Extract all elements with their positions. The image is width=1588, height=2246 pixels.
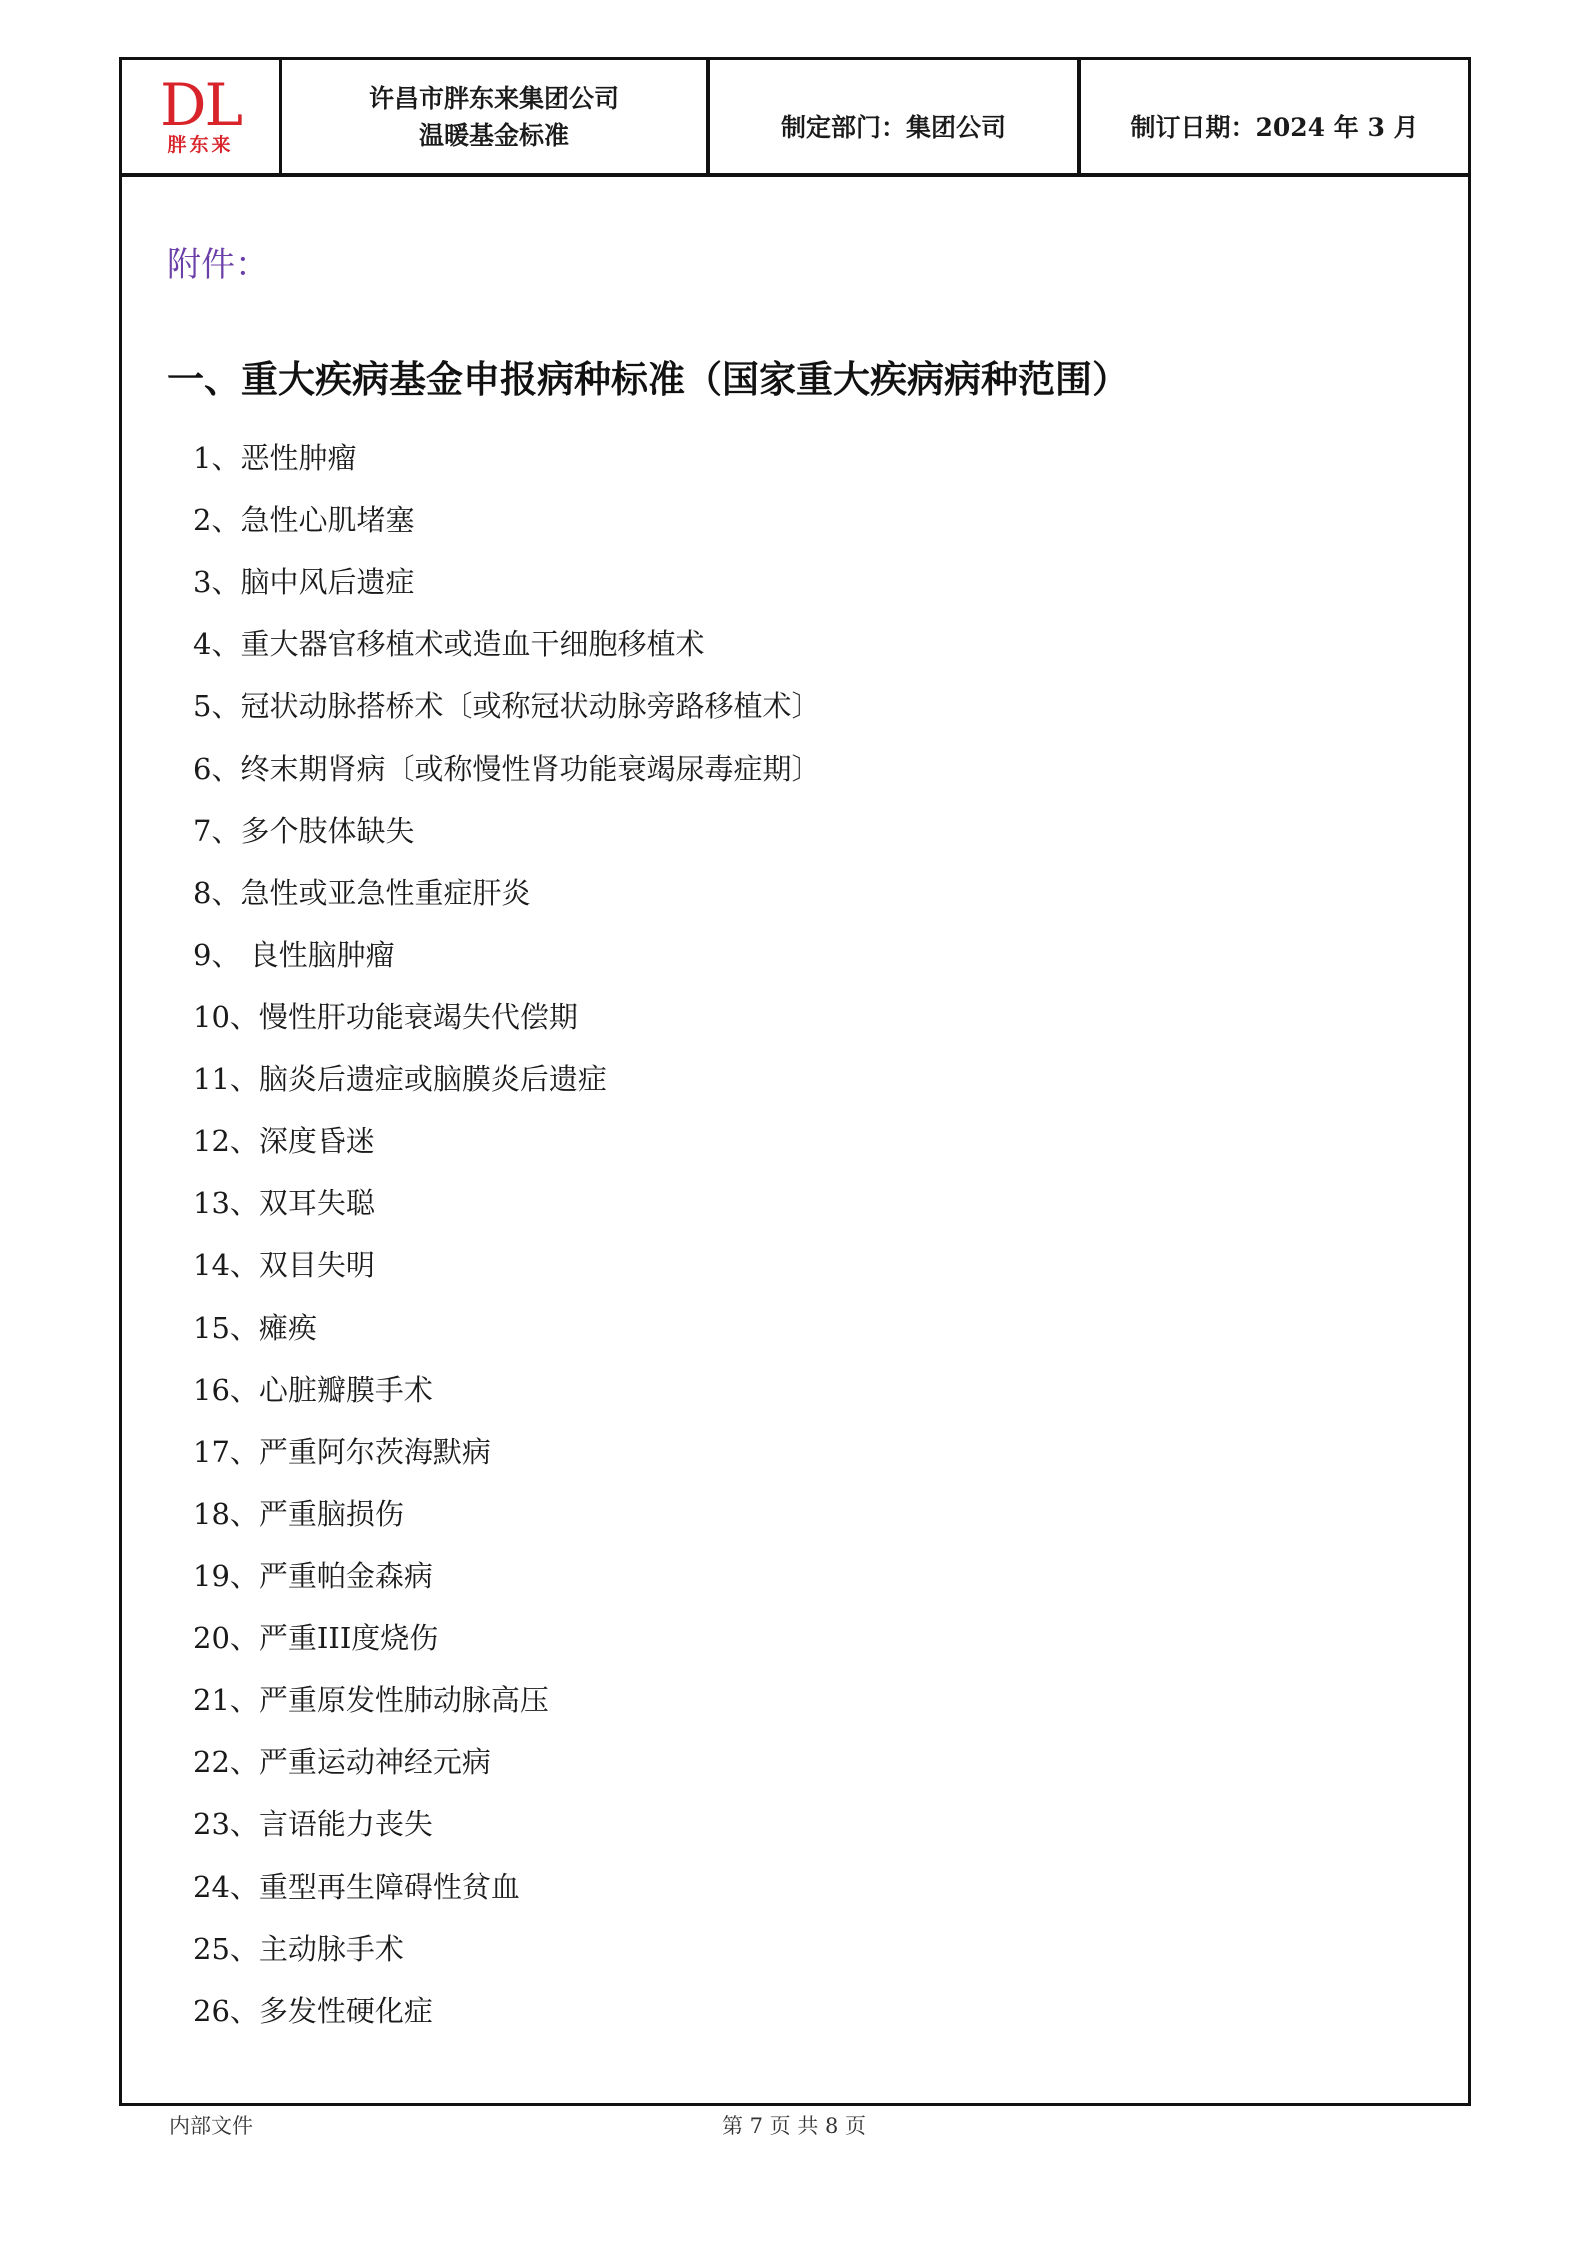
list-item: 1、恶性肿瘤 <box>193 441 357 475</box>
attachment-label: 附件： <box>167 245 269 285</box>
header-title-cell <box>282 60 706 173</box>
list-item: 14、双目失明 <box>193 1248 375 1283</box>
list-item: 6、终末期肾病〔或称慢性肾功能衰竭尿毒症期〕 <box>193 751 821 786</box>
list-item: 15、瘫痪 <box>193 1310 317 1345</box>
list-item: 12、深度昏迷 <box>193 1124 375 1159</box>
list-item: 26、多发性硬化症 <box>193 1993 433 2028</box>
revision-date: 制订日期：2024 年 3 月 <box>1130 112 1419 142</box>
list-item: 2、急性心肌堵塞 <box>193 503 415 538</box>
list-item: 23、言语能力丧失 <box>193 1807 433 1842</box>
department: 制定部门：集团公司 <box>780 112 1006 142</box>
list-item: 8、急性或亚急性重症肝炎 <box>193 875 531 910</box>
footer-classification: 内部文件 <box>169 2114 253 2138</box>
section-title: 一、重大疾病基金申报病种标准（国家重大疾病病种范围） <box>167 357 1129 401</box>
list-item: 19、严重帕金森病 <box>193 1558 433 1593</box>
list-item: 21、严重原发性肺动脉高压 <box>193 1683 549 1718</box>
page-number: 第 7 页 共 8 页 <box>721 2114 867 2138</box>
list-item: 22、严重运动神经元病 <box>193 1745 491 1780</box>
header-date-cell <box>1081 60 1468 173</box>
list-item: 11、脑炎后遗症或脑膜炎后遗症 <box>193 1062 607 1097</box>
header-divider <box>119 173 1471 177</box>
header-department-cell <box>710 60 1077 173</box>
company-logo <box>122 60 279 173</box>
list-item: 9、 良性脑肿瘤 <box>193 937 395 972</box>
list-item: 5、冠状动脉搭桥术〔或称冠状动脉旁路移植术〕 <box>193 689 821 724</box>
logo-text: 胖东来 <box>167 133 234 156</box>
list-item: 4、重大器官移植术或造血干细胞移植术 <box>193 627 705 662</box>
list-item: 16、心脏瓣膜手术 <box>193 1372 433 1407</box>
list-item: 20、严重III度烧伤 <box>193 1621 439 1656</box>
list-item: 13、双耳失聪 <box>193 1186 375 1221</box>
document-title: 温暖基金标准 <box>418 120 569 150</box>
list-item: 17、严重阿尔茨海默病 <box>193 1434 491 1469</box>
disease-list <box>193 427 820 2042</box>
list-item: 24、重型再生障碍性贫血 <box>193 1869 520 1904</box>
list-item: 18、严重脑损伤 <box>193 1496 404 1531</box>
list-item: 10、慢性肝功能衰竭失代偿期 <box>193 999 578 1034</box>
logo-mark: DL <box>159 70 242 139</box>
list-item: 7、多个肢体缺失 <box>193 813 415 848</box>
list-item: 3、脑中风后遗症 <box>193 565 415 600</box>
company-name: 许昌市胖东来集团公司 <box>368 83 619 113</box>
list-item: 25、主动脉手术 <box>193 1931 404 1966</box>
